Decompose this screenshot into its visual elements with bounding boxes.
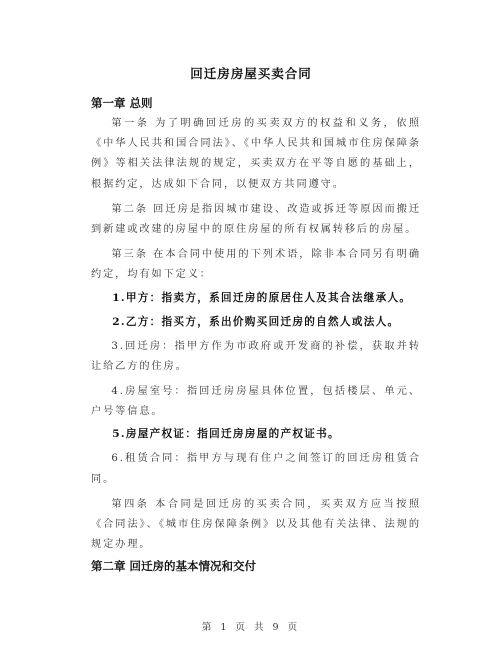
document-title: 回迁房房屋买卖合同: [190, 66, 312, 81]
definition-party-b: 2.乙方：指买方，系出价购买回迁房的自然人或法人。: [112, 315, 400, 328]
document-body: [91, 92, 421, 577]
definition-party-a: 1.甲方：指卖方，系回迁房的原居住人及其合法继承人。: [112, 291, 412, 304]
article-4-paragraph: 第四条 本合同是回迁房的买卖合同，买卖双方应当按照《合同法》、《城市住房保障条例》以及其他有关法律、法规的规定办理。: [91, 498, 421, 551]
page-number-footer: 第 1 页 共 9 页: [201, 622, 301, 633]
article-3-paragraph: 第三条 在本合同中使用的下列术语，除非本合同另有明确约定，均有如下定义：: [91, 249, 421, 281]
article-1-paragraph: 第一条 为了明确回迁房的买卖双方的权益和义务，依照《中华人民共和国合同法》、《中华人民共和国城市住房保障条例》等相关法律法规的规定，买卖双方在平等自愿的基础上，根据约定，达成如下合同，以便双方共同遵守。: [91, 118, 421, 190]
definition-lease-contract: 6.租赁合同：指甲方与现有住户之间签订的回迁房租赁合同。: [91, 453, 421, 485]
definition-relocation-house: 3.回迁房：指甲方作为市政府或开发商的补偿，获取并转让给乙方的住房。: [91, 340, 421, 372]
chapter-2-heading: 第二章 回迁房的基本情况和交付: [91, 559, 257, 574]
article-2-paragraph: 第二条 回迁房是指因城市建设、改造或拆迁等原因而搬迁到新建或改建的房屋中的原住房屋的所有权属转移后的房屋。: [91, 203, 421, 236]
definition-property-certificate: 5.房屋产权证：指回迁房房屋的产权证书。: [112, 428, 340, 441]
definition-room-number: 4.房屋室号：指回迁房房屋具体位置，包括楼层、单元、户号等信息。: [91, 386, 421, 418]
chapter-1-heading: 第一章 总则: [91, 96, 153, 110]
